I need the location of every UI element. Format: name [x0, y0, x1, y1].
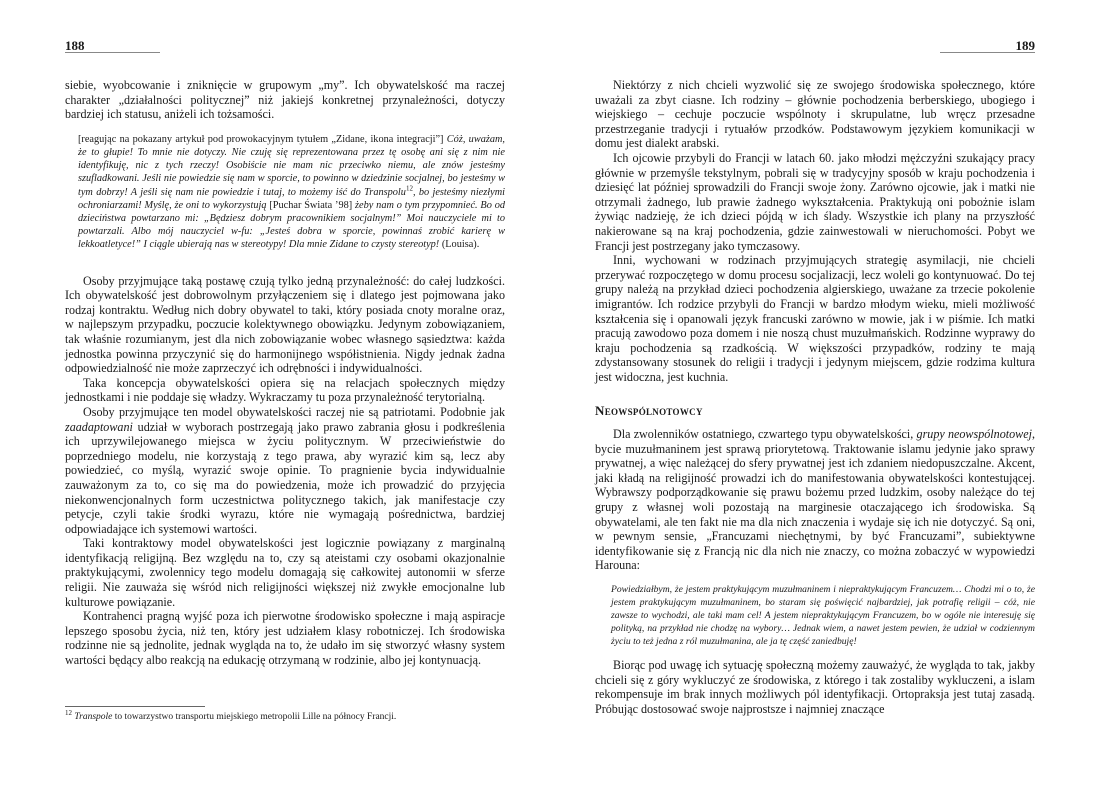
footnote-ref: 12 — [405, 184, 413, 193]
left-page-body — [65, 78, 505, 668]
paragraph: siebie, wyobcowanie i zniknięcie w grupowym „my”. Ich obywatelskość ma raczej charakter „działalności politycznej” niż jakiejś konkretnej przynależności, dotyczy bardziej ich statusu, aniżeli ich tożsamości. — [65, 78, 505, 122]
quote-text: , bo jesteśmy niezłymi ochroniarzami! Myślę, że oni to wykorzystują — [78, 186, 505, 211]
header-rule — [65, 52, 160, 53]
paragraph — [65, 405, 505, 536]
paragraph: Biorąc pod uwagę ich sytuację społeczną możemy zauważyć, że wygląda to tak, jakby chcieli się z góry wykluczyć ze środowiska, z którego i tak zostaliby wykluczeni, a islam rekompensuje im brak innych możliwych pól identyfikacji. Ortopraksja jest tutaj zasadą. Próbując dostosować swoje najprostsze i najmniej znaczące — [595, 658, 1035, 716]
text-run: Dla zwolenników ostatniego, czwartego typu obywatelskości, — [613, 427, 917, 442]
quote-insert: [Puchar Świata ’98] — [266, 199, 356, 211]
left-page — [65, 0, 505, 786]
page-number: 188 — [65, 38, 85, 53]
block-quote: Powiedziałbym, że jestem praktykującym muzułmaninem i niepraktykującym Francuzem… Chodzi mi o to, że jestem praktykującym muzułmaninem, bo staram się poświęcić najbardziej, jak potrafię religii – cóż, nie zawsze to wychodzi, ale taki mam cel! A jestem niepraktykującym Francuzem, bo w ogóle nie interesuję się polityką, na przykład nie chodzę na wybory… Jednak wiem, a nawet jestem pewien, że udział w codziennym życiu to też jedna z ról muzułmanina, ale ja tę część zaniedbuję! — [611, 584, 1035, 647]
block-quote — [78, 133, 505, 252]
text-run: Osoby przyjmujące ten model obywatelskości raczej nie są patriotami. Podobnie jak — [83, 404, 505, 419]
footnote-rule — [65, 706, 205, 707]
paragraph: Kontrahenci pragną wyjść poza ich pierwotne środowisko społeczne i mają aspiracje lepszego sposobu życia, niż ten, który jest udziałem klasy robotniczej. Ich środowiska rodzinne nie są jednolite, jednak wygląda na to, że udało im się stworzyć własny system wartości będący albo reakcją na edukację otrzymaną w rodzinie, albo jej kontynuacją. — [65, 609, 505, 668]
paragraph: Ich ojcowie przybyli do Francji w latach 60. jako młodzi mężczyźni szukający pracy głównie w przemyśle tekstylnym, pobrali się w tradycyjny sposób w kraju pochodzenia i dziesięć lat później sprowadzili do Francji swoje żony. Zarówno ojcowie, jak i matki nie otrzymali żadnego, lub prawie żadnego wykształcenia. Praktykują oni pobożnie islam żywiąc nadzieję, że ich dzieci pójdą w ich ślady. Wszystkie ich plany na przyszłość nakierowane są na kraj pochodzenia, gdzie zainwestowali w nieruchomości. Pobyt we Francji jest postrzegany jako tymczasowy. — [595, 150, 1035, 253]
paragraph: Niektórzy z nich chcieli wyzwolić się ze swojego środowiska społecznego, które uważali za zbyt ciasne. Ich rodziny – głównie pochodzenia berberskiego, ubogiego i wiejskiego – cechuje poczucie wspólnoty i skrupulatne, lub wręcz przesadne przestrzeganie tradycji i rytuałów przodków. Podstawowym językiem komunikacji w domu jest dialekt arabski. — [595, 78, 1035, 151]
paragraph: Inni, wychowani w rodzinach przyjmujących strategię asymilacji, nie chcieli przerywać rozpoczętego w domu procesu socjalizacji, lecz woleli go kontynuować. Do tej grupy należą na przykład dzieci pochodzenia algierskiego, uważane za trzecie pokolenie imigrantów. Ich rodzice przybyli do Francji w bardzo młodym wieku, mieli możliwość kształcenia się i opanowali język francuski zarówno w mowie, jak i w piśmie. Ich matki pracują zawodowo poza domem i nie noszą chust muzułmańskich. Rodzinne wyprawy do kraju pochodzenia są rzadkością. W większości przypadków, rodziny te mają zdystansowany stosunek do religii i tradycji i jedynym miejscem, gdzie rodzima kultura jest widoczna, jest kuchnia. — [595, 253, 1035, 384]
paragraph: Taki kontraktowy model obywatelskości jest logicznie powiązany z marginalną identyfikacją religijną. Bez względu na to, czy są ateistami czy osobami okazjonalnie praktykującymi, zwolennicy tego modelu domagają się całkowitej autonomii w sferze religii. Nie zauważa się wśród nich religijności większej niż zwykłe emocjonalne lub kulturowe powiązanie. — [65, 536, 505, 609]
right-page — [595, 0, 1035, 786]
header-rule — [940, 52, 1035, 53]
emphasis: zaadaptowani — [65, 419, 133, 434]
footnote-text: to towarzystwo transportu miejskiego metropolii Lille na północy Francji. — [112, 712, 397, 722]
spacer — [65, 262, 505, 274]
footnote-term: Transpole — [74, 712, 113, 722]
emphasis: grupy neowspólnotowej — [916, 427, 1032, 442]
paragraph: Osoby przyjmujące taką postawę czują tylko jedną przynależność: do całej ludzkości. Ich obywatelskość jest dobrowolnym przyłączeniem się i dlatego jest pojmowana jako rodzaj kontraktu. Według nich dobry obywatel to taki, który posiada cnoty moralne oraz, w najlepszym przypadku, poczucie kolektywnego obowiązku. Jedynym zobowiązaniem, tak właśnie rozumianym, jest dla nich zobowiązanie wobec własnego sąsiedztwa: każda jednostka powinna przyczynić się do harmonijnego współistnienia. Nigdy jednak żadna odpowiedzialność nie może zaprzeczyć ich odrębności i indywidualności. — [65, 273, 505, 376]
text-run: udział w wyborach postrzegają jako prawo zabrania głosu i podkreślenia ich uprzywilejowanego miejsca w życiu politycznym. W przeciwieństwie do poprzedniego modelu, nie korzystają z tego prawa, aby wyrazić kim są, lecz aby powiedzieć, co myślą, wyrazić swoje opinie. To pragnienie bycia indywidualnie zauważonym za to, co się ma do powiedzenia, może ich prowadzić do przyjęcia niekonwencjonalnych form uczestnictwa politycznego takich, jak manifestacje czy petycje, czyli takie środki wyrazu, które nie wymagają pośrednictwa, bardziej odpowiadające ich systemowi wartości. — [65, 419, 505, 536]
footnote — [65, 708, 505, 722]
footnote-number: 12 — [65, 708, 72, 717]
paragraph: Taka koncepcja obywatelskości opiera się na relacjach społecznych między jednostkami i nie poddaje się władzy. Wykraczamy tu poza przynależność terytorialną. — [65, 375, 505, 405]
quote-text: żeby nam o tym przypomnieć. Bo od dzieciństwa powtarzano mi: „Będziesz dobrym pracownikiem socjalnym!” Moi nauczyciele mi to powtarzali. Albo mój nauczyciel w-fu: „Jesteś dobra w sporcie, powinnaś zrobić karierę w lekkoatletyce!” I ciągle ubierają nas w stereotypy! Dla mnie Zidane to czysty stereotyp! — [78, 199, 505, 251]
quote-text: Cóż, uważam, że to głupie! To mnie nie dotyczy. Nie czuję się reprezentowana przez tę osobę ani się z nim nie identyfikuję, nic z tych rzeczy! Osobiście nie mam nic przeciwko niemu, ale znów jesteśmy szufladkowani. Jeśli nie powiedzie się nam w sporcie, to powinno w dziedzinie socjalnej, bo jesteśmy w tym dobrzy! A jeśli się nam nie powiedzie i tutaj, to możemy iść do Transpolu — [78, 133, 506, 198]
quote-author: (Louisa). — [439, 239, 480, 251]
text-run: , bycie muzułmaninem jest sprawą priorytetową. Traktowanie islamu jedynie jako sprawy prywatnej, a więc należącej do sfery prywatnej jest ich zdaniem niedopuszczalne. Akcent, jaki kładą na religijność prowadzi ich do manifestowania obywatelskości kontestującej. Wybrawszy podporządkowanie się prawu bożemu przed ludzkim, osoby należące do tej grupy z własnej woli pozostają na marginesie otaczającego ich środowiska. Są obywatelami, ale ten fakt nie ma dla nich znaczenia i wydaje się ich nie dotyczyć. Są oni, w pewnym sensie, „Francuzami niechętnymi, by być Francuzami”, subiektywne identyfikowanie się z Francją nic dla nich nie znaczy, co można zobaczyć w wypowiedzi Harouna: — [595, 427, 1035, 573]
quote-intro: [reagując na pokazany artykuł pod prowokacyjnym tytułem „Zidane, ikona integracji”] — [78, 133, 444, 145]
right-page-body — [595, 78, 1035, 716]
section-heading: Neowspólnotowcy — [595, 403, 703, 419]
page-number: 189 — [1015, 38, 1035, 53]
paragraph — [595, 427, 1035, 573]
